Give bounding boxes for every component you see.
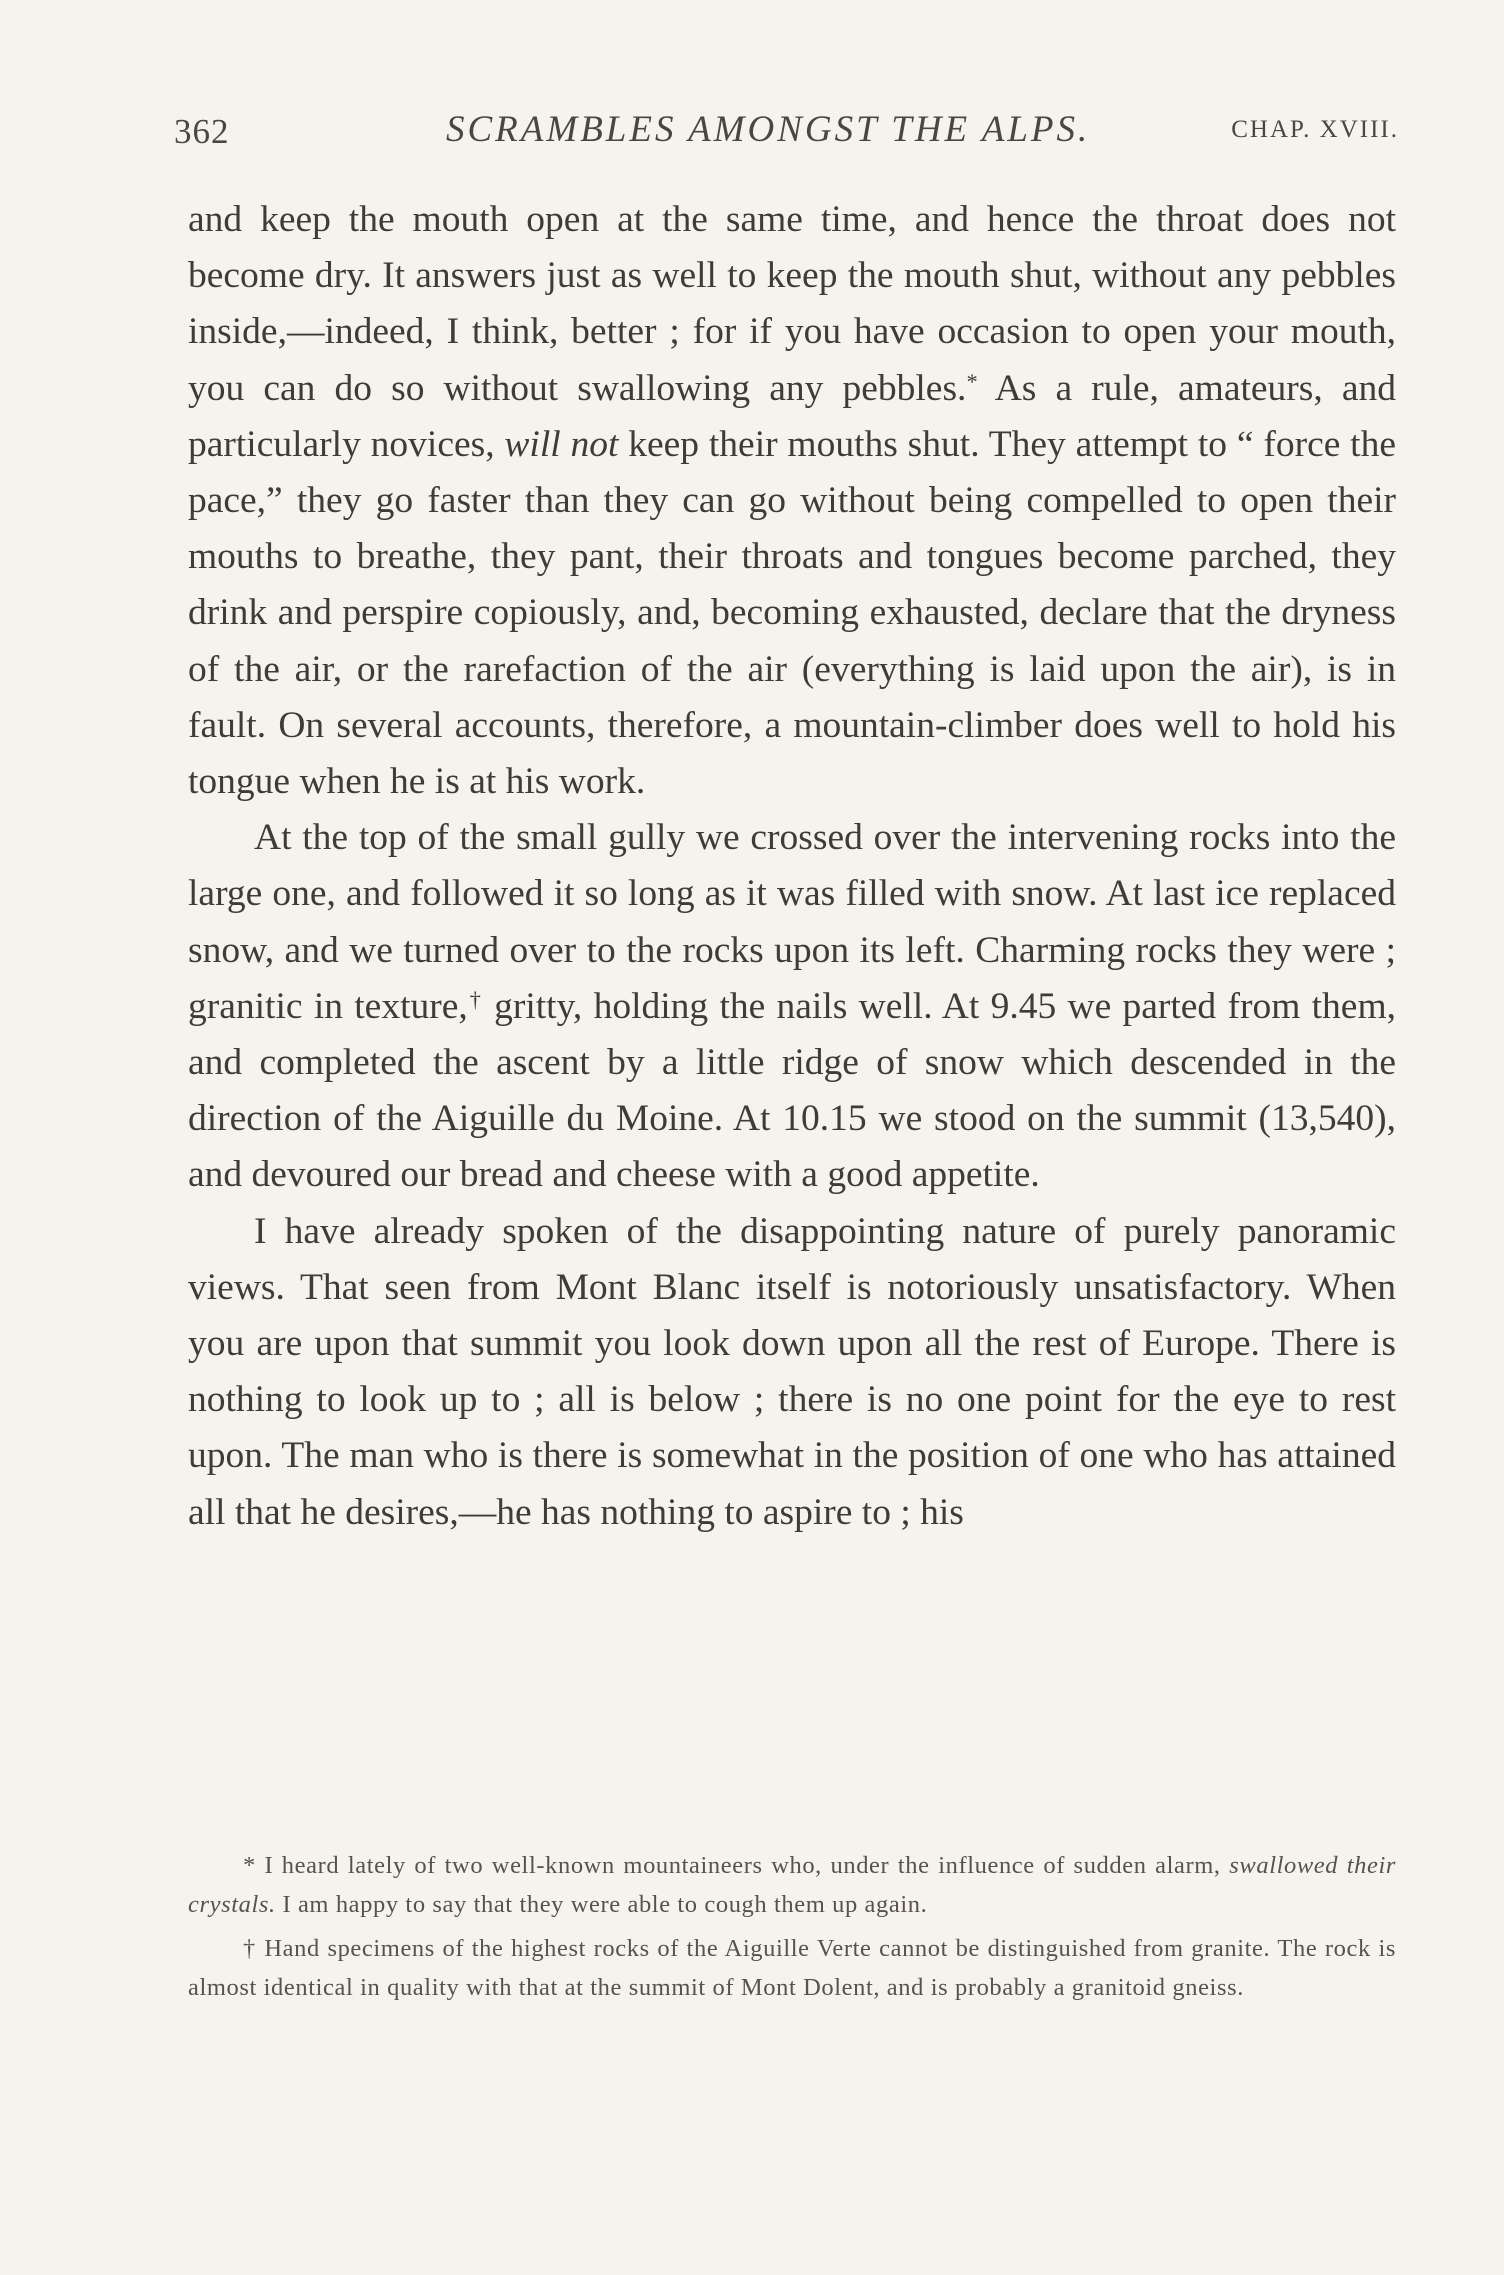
footnotes	[188, 1847, 1396, 2007]
paragraph-1-text-a: and keep the mouth open at the same time, and hence the throat does not become dry. It answers just as well to keep the mouth shut, without any pebbles inside,—indeed, I think, better ; for if you have occasion to open your mouth, you can do so without swallowing any pebbles.	[188, 199, 1396, 409]
paragraph-1	[188, 192, 1396, 810]
footnote-1-text-b: I am happy to say that they were able to cough them up again.	[275, 1890, 928, 1918]
paragraph-3-text: I have already spoken of the disappointing nature of purely panoramic views. That seen from Mont Blanc itself is notoriously unsatisfactory. When you are upon that summit you look down upon all the rest of Europe. There is nothing to look up to ; all is below ; there is no one point for the eye to rest upon. The man who is there is somewhat in the position of one who has attained all that he desires,—he has nothing to aspire to ; his	[188, 1210, 1396, 1533]
paragraph-2-text-a: At the top of the small gully we crossed over the intervening rocks into the large one, and followed it so long as it was filled with snow. At last ice replaced snow, and we turned over to the rocks upon its left. Charming rocks they were ; granitic in texture,	[188, 817, 1396, 1027]
running-title: SCRAMBLES AMONGST THE ALPS.	[446, 109, 1091, 150]
footnote-1-mark: *	[243, 1852, 256, 1879]
footnote-1-italic: swallowed their crystals.	[188, 1852, 1396, 1918]
paragraph-3	[188, 1204, 1396, 1541]
footnote-1-text-a: I heard lately of two well-known mountaineers who, under the influence of sudden alarm,	[255, 1852, 1230, 1879]
paragraph-1-text-c: keep their mouths shut. They attempt to “ force the pace,” they go faster than they can go without being compelled to open their mouths to breathe, they pant, their throats and tongues become parched, they drink and perspire copiously, and, becoming exhausted, declare that the dryness of the air, or the rarefaction of the air (everything is laid upon the air), is in fault. On several accounts, therefore, a mountain-climber does well to hold his tongue when he is at his work.	[188, 423, 1396, 803]
chapter-reference: CHAP. XVIII.	[1231, 116, 1399, 143]
paragraph-2-text-b: gritty, holding the nails well. At 9.45 we parted from them, and completed the ascent by a little ridge of snow which descended in the direction of the Aiguille du Moine. At 10.15 we stood on the summit (13,540), and devoured our bread and cheese with a good appetite.	[188, 985, 1396, 1196]
page-header	[174, 108, 1399, 158]
paragraph-1-text-b: As a rule, amateurs, and particularly novices,	[188, 367, 1397, 465]
footnote-2-mark: †	[243, 1935, 257, 1962]
paragraph-1-italic: will not	[504, 423, 619, 465]
footnote-1	[188, 1847, 1396, 1924]
paragraph-2	[188, 810, 1396, 1203]
footnote-ref-dagger: †	[467, 986, 483, 1012]
footnote-ref-asterisk: *	[966, 368, 978, 394]
footnote-2	[188, 1930, 1396, 2007]
page-number: 362	[174, 112, 230, 151]
body-text	[188, 192, 1396, 1541]
footnote-2-text: Hand specimens of the highest rocks of the Aiguille Verte cannot be distinguished from granite. The rock is almost identical in quality with that at the summit of Mont Dolent, and is probably a granitoid gneiss.	[188, 1935, 1396, 2001]
